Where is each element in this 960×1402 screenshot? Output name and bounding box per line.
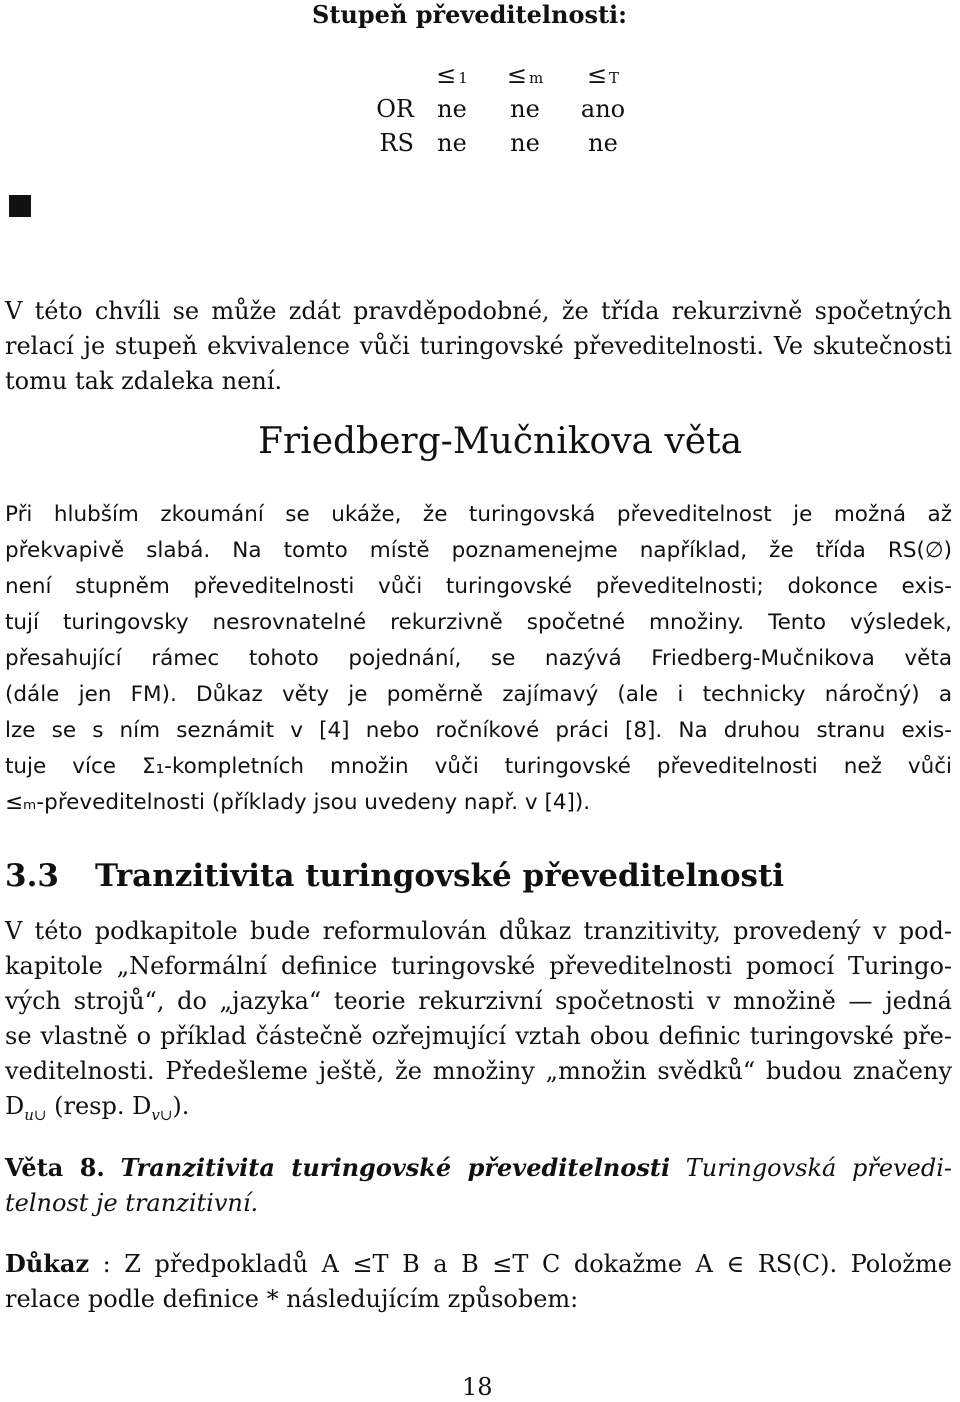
table-row-label: RS bbox=[379, 129, 414, 157]
table-cell: ne bbox=[588, 129, 618, 157]
section-heading bbox=[5, 854, 784, 898]
table-row-label: OR bbox=[376, 95, 414, 123]
proof-text-continued: relace podle definice * následujícím způsobem: bbox=[5, 1285, 579, 1313]
table-cell: ne bbox=[510, 95, 540, 123]
reducibility-table bbox=[346, 58, 640, 160]
proof-label: Důkaz bbox=[5, 1249, 90, 1278]
end-of-proof-square-icon bbox=[9, 195, 31, 217]
table-cell: ne bbox=[510, 129, 540, 157]
theorem-name: Tranzitivita turingovské převeditelnosti bbox=[120, 1153, 671, 1182]
table-cell: ne bbox=[437, 129, 467, 157]
section-title: Tranzitivita turingovské převeditelnosti bbox=[95, 858, 785, 894]
table-row bbox=[346, 92, 640, 126]
theorem-text: Turingovská převedi- bbox=[685, 1154, 952, 1182]
table-header-row bbox=[346, 58, 640, 92]
table-row bbox=[346, 126, 640, 160]
friedberg-title: Friedberg-Mučnikova věta bbox=[258, 421, 743, 462]
theorem-text-continued: telnost je tranzitivní. bbox=[5, 1189, 259, 1217]
section-paragraph: V této podkapitole bude reformulován důkaz tranzitivity, provedený v pod- kapitole „Neformální definice turingovské převeditelnosti pomocí Turingo- vých strojů“, do „jazyka“ teorie rekurzivní spočetnosti v množině — jedná se vlastně o příklad částečně ozřejmující vztah obou definic turingovské pře- veditelnosti. Předešleme ještě, že množiny „množin svědků“ budou značeny $D_{u\cup}$ (resp. $D_{v\cup}$). bbox=[5, 914, 952, 1133]
theorem-label: Věta 8. bbox=[5, 1153, 105, 1182]
page-number: 18 bbox=[462, 1373, 493, 1401]
table-header-cell: ≤ 1 bbox=[436, 61, 468, 89]
table-header-cell: ≤ m bbox=[506, 61, 544, 89]
proof-text: : Z předpokladů A ≤T B a B ≤T C dokažme A ∈ RS(C). Položme bbox=[89, 1250, 952, 1278]
section-number: 3.3 bbox=[5, 858, 59, 894]
friedberg-paragraph: Při hlubším zkoumání se ukáže, že turingovská převeditelnost je možná až překvapivě slabá. Na tomto místě poznamenejme například, že třída RS(∅) není stupněm převeditelnosti vůči turingovské převeditelnosti; dokonce exis- tují turingovsky nesrovnatelné rekurzivně spočetné množiny. Tento výsledek, přesahující rámec tohoto pojednání, se nazývá Friedberg-Mučnikova věta (dále jen FM). Důkaz věty je poměrně zajímavý (ale i technicky náročný) a lze se s ním seznámit v [4] nebo ročníkové práci [8]. Na druhou stranu exis- tuje více Σ₁-kompletních množin vůči turingovské převeditelnosti než vůči ≤ₘ-převeditelnosti (příklady jsou uvedeny např. v [4]). bbox=[5, 502, 952, 815]
table-cell: ano bbox=[580, 95, 626, 123]
table-cell: ne bbox=[437, 95, 467, 123]
proof-block bbox=[5, 1246, 952, 1317]
degree-heading: Stupeň převeditelnosti: bbox=[312, 0, 628, 29]
table-header-cell: ≤ T bbox=[586, 61, 620, 89]
theorem-block bbox=[5, 1150, 952, 1221]
witness-sets-line: $D_{u\cup}$ (resp. $D_{v\cup}$). bbox=[5, 1092, 190, 1124]
intro-paragraph: V této chvíli se může zdát pravděpodobné, že třída rekurzivně spočetných relací je stupeň ekvivalence vůči turingovské převeditelnosti. Ve skutečnosti tomu tak zdaleka není. bbox=[5, 297, 952, 395]
